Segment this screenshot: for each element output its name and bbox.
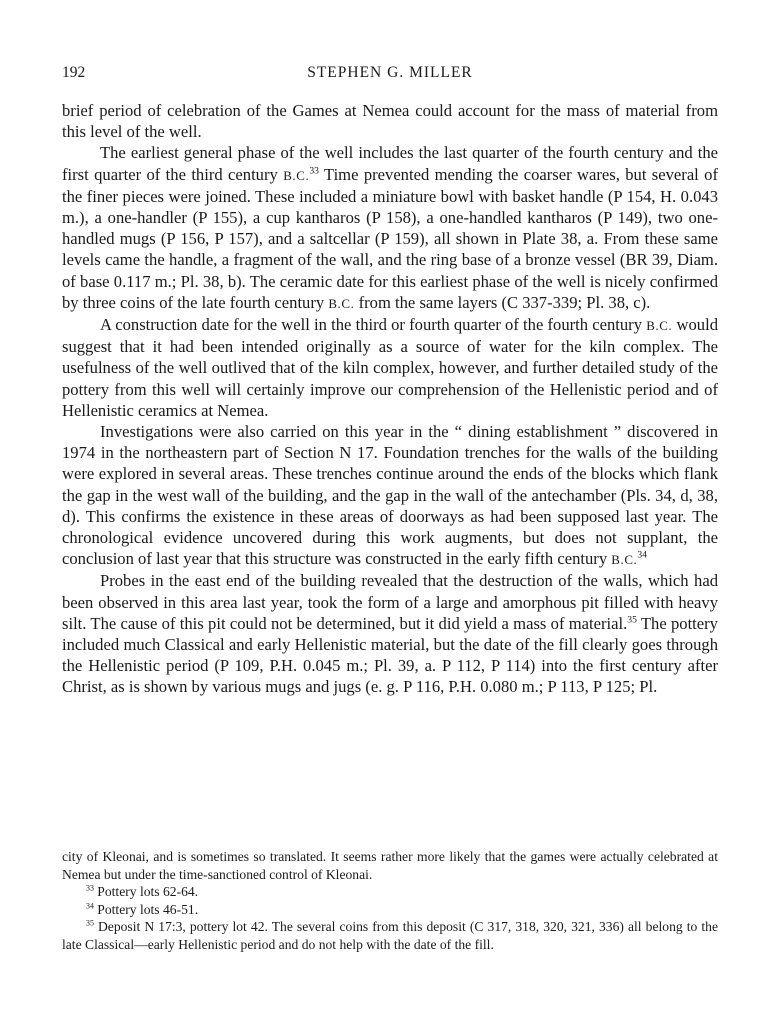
footnote-ref: 34: [637, 549, 648, 561]
footnote-text: Deposit N 17:3, pottery lot 42. The several coins from this deposit (C 317, 318, 320, 321, 336) all belong to the late Classical—early Hellenistic period and do not help with the date of the fill.: [62, 919, 718, 952]
footnote-marker: 35: [86, 918, 94, 928]
running-title: STEPHEN G. MILLER: [307, 64, 473, 81]
footnote: [62, 918, 718, 953]
footnote-ref: 35: [627, 614, 637, 626]
text-run: brief period of celebration of the Games at Nemea could account for the mass of material from this level of the well.: [62, 101, 718, 142]
era-abbreviation: B.C.: [283, 167, 310, 183]
era-abbreviation: B.C.: [328, 295, 355, 311]
text-run: The pottery included much Classical and early Hellenistic material, but the date of the fill clearly goes through the Hellenistic period (P 109, P.H. 0.045 m.; Pl. 39, a. P 112, P 114) into the first century after Christ, as is shown by various mugs and jugs (e. g. P 116, P.H. 0.080 m.; P 113, P 125; Pl.: [62, 613, 718, 697]
text-run: Probes in the east end of the building revealed that the destruction of the walls, which had been observed in this area last year, took the form of a large and amorphous pit filled with heavy silt. The cause of this pit could not be determined, but it did yield a mass of material.: [62, 571, 718, 633]
paragraph: [62, 314, 718, 421]
text-run: would suggest that it had been intended originally as a source of water for the kiln complex. The usefulness of the well outlived that of the kiln complex, however, and further detailed study of the pottery from this well will certainly improve our comprehension of the Hellenistic period and of Hellenistic ceramics at Nemea.: [62, 315, 718, 420]
running-head: [62, 64, 718, 86]
footnotes: [62, 848, 718, 954]
paragraph: [62, 421, 718, 570]
paragraph: [62, 142, 718, 314]
text-run: from the same layers (C 337-339; Pl. 38, c).: [354, 292, 651, 312]
body-text: [62, 100, 718, 698]
text-run: Time prevented mending the coarser wares, but several of the finer pieces were joined. These included a miniature bowl with basket handle (P 154, H. 0.043 m.), a one-handler (P 155), a cup kantharos (P 158), a one-handled kantharos (P 149), two one-handled mugs (P 156, P 157), and a saltcellar (P 159), all shown in Plate 38, a. From these same levels came the handle, a fragment of the wall, and the ring base of a bronze vessel (BR 39, Diam. of base 0.117 m.; Pl. 38, b). The ceramic date for this earliest phase of the well is nicely confirmed by three coins of the late fourth century: [62, 164, 718, 312]
footnote: [62, 883, 718, 901]
footnote-continued: city of Kleonai, and is sometimes so translated. It seems rather more likely that the games were actually celebrated at Nemea but under the time-sanctioned control of Kleonai.: [62, 849, 718, 882]
text-run: The earliest general phase of the well includes the last quarter of the fourth century and the first quarter of the third century: [62, 143, 718, 184]
footnote-ref: 33: [309, 164, 319, 176]
footnote-text: Pottery lots 46-51.: [97, 901, 199, 917]
footnote-text: Pottery lots 62-64.: [97, 884, 199, 900]
paragraph: [62, 570, 718, 697]
footnote-marker: 34: [86, 901, 94, 911]
text-run: Investigations were also carried on this year in the “ dining establishment ” discovered in 1974 in the northeastern part of Section N 17. Foundation trenches for the walls of the building were explored in several areas. These trenches continue around the ends of the blocks which flank the gap in the west wall of the building, and the gap in the wall of the antechamber (Pls. 34, d, 38, d). This confirms the existence in these areas of doorways as had been supposed last year. The chronological evidence uncovered during this work augments, but does not supplant, the conclusion of last year that this structure was constructed in the early fifth century: [62, 422, 718, 569]
page-number: 192: [62, 64, 86, 81]
footnote-marker: 33: [86, 883, 94, 893]
text-run: A construction date for the well in the third or fourth quarter of the fourth century: [100, 315, 647, 335]
footnote: [62, 901, 718, 919]
era-abbreviation: B.C.: [646, 318, 673, 334]
paragraph: [62, 100, 718, 142]
era-abbreviation: B.C.: [611, 552, 638, 568]
